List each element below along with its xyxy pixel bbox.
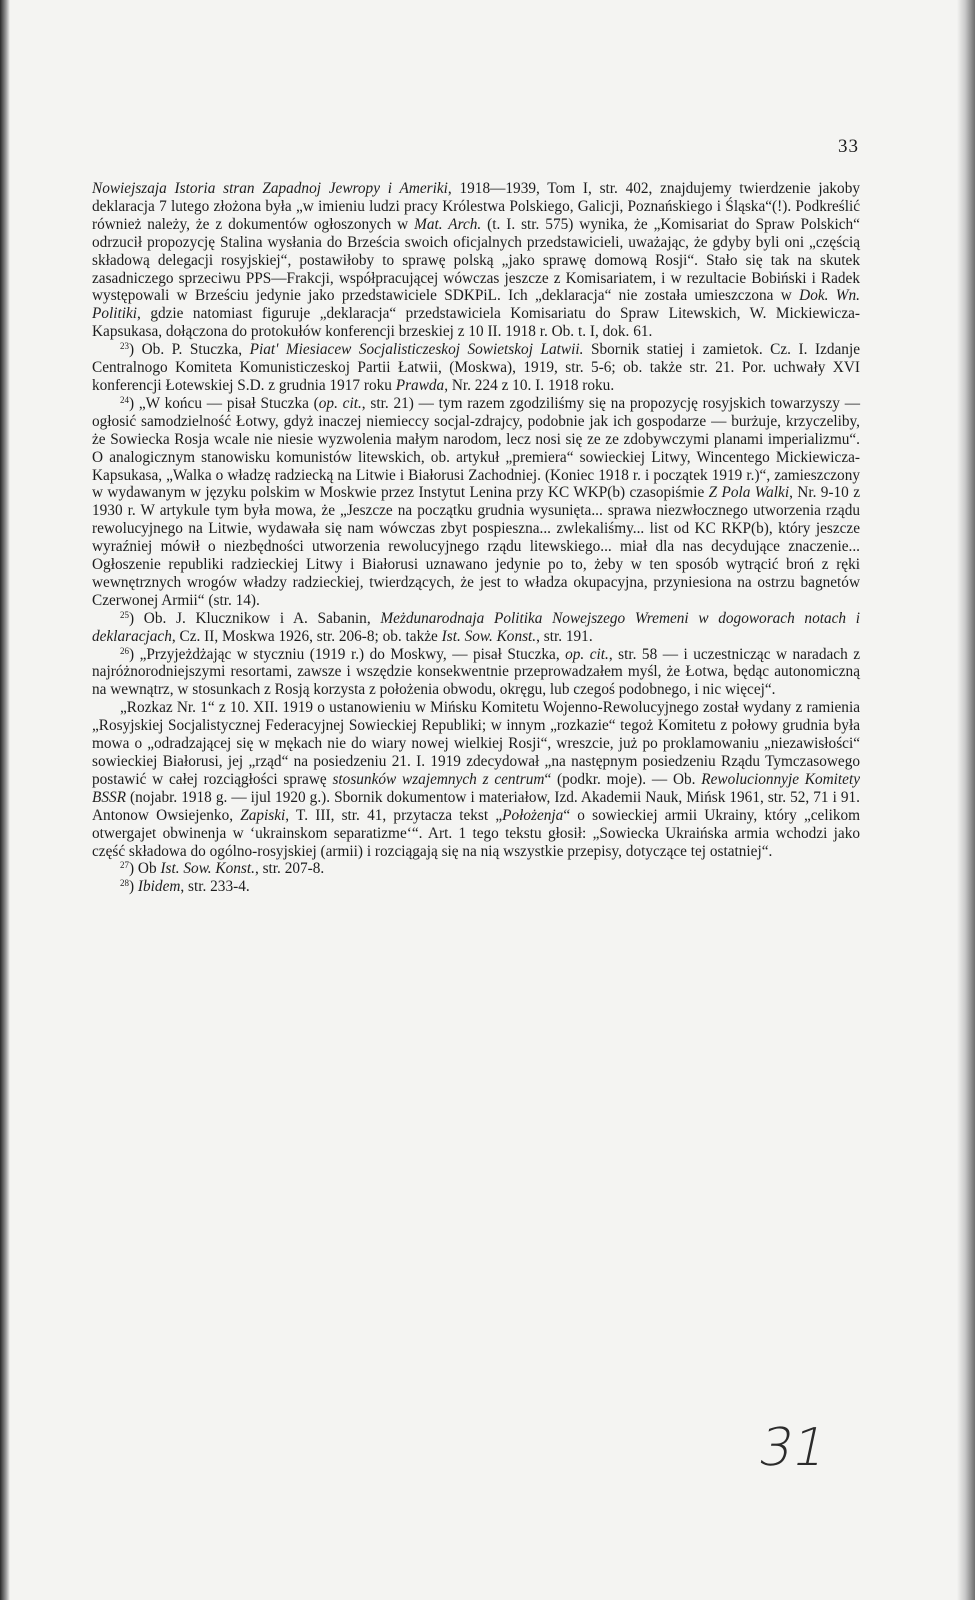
paragraph-p28: $^{28}$) Ibidem, str. 233-4.: [120, 878, 250, 896]
page-number: 33: [838, 136, 859, 157]
paragraph-p26: $^{26}$) „Przyjeżdżając w styczniu (1919 r.) do Moskwy, — pisał Stuczka, op. cit., str. 58 — i uczestnicząc w naradach z najróżnorodniejszymi resortami, zawsze i wszędzie konsekwentnie przeprowadzałem myśl, że Łotwa, będąc autonomiczną na wewnątrz, w stosunkach z Rosją korzysta z położenia obwodu, okręgu, lub czegoś podobnego, i nic więcej“.: [92, 645, 860, 699]
paragraph-p27: $^{27}$) Ob Ist. Sow. Konst., str. 207-8.: [120, 860, 325, 878]
paragraph-p26b: „Rozkaz Nr. 1“ z 10. XII. 1919 o ustanowieniu w Mińsku Komitetu Wojenno-Rewolucyjnego został wydany z ramienia „Rosyjskiej Socjalistycznej Federacyjnej Sowieckiej Republiki; w innym „rozkazie“ tegoż Komitetu z połowy grudnia była mowa o „odradzającej się w mękach nie do wiary nowej wielkiej Rosji“, wreszcie, już po proklamowaniu „niezawisłości“ sowieckiej Białorusi, jej „rząd“ na posiedzeniu 21. I. 1919 zdecydował „na następnym posiedzeniu Rządu Tymczasowego postawić w całej rozciągłości sprawę stosunków wzajemnych z centrum“ (podkr. moje). — Ob. Rewolucionnyje Komitety BSSR (nojabr. 1918 g. — ijul 1920 g.). Sbornik dokumentow i materiałow, Izd. Akademii Nauk, Mińsk 1961, str. 52, 71 i 91. Antonow Owsiejenko, Zapiski, T. III, str. 41, przytacza tekst „Położenja“ o sowieckiej armii Ukrainy, który „celikom otwergajet obwinenja w ‘ukrainskom separatizme‘“. Art. 1 tego tekstu głosił: „Sowiecka Ukraińska armia wchodzi jako część składowa do ogólno-rosyjskiej (armii) i rozciągają się na nią wszystkie przepisy, dotyczące tej ostatniej“.: [92, 699, 861, 860]
paragraph-p1: Nowiejszaja Istoria stran Zapadnoj Jewropy i Ameriki, 1918—1939, Tom I, str. 402, znajdujemy twierdzenie jakoby deklaracja 7 lutego złożona była „w imieniu ludzi pracy Królestwa Polskiego, Galicji, Poznańskiego i Śląska“(!). Podkreślić również należy, że z dokumentów ogłoszonych w Mat. Arch. (t. I. str. 575) wynika, że „Komisariat do Spraw Polskich“ odrzucił propozycję Stalina wysłania do Brześcia swoich oficjalnych przedstawicieli, uważając, że gdyby byli oni „częścią składową delegacji rosyjskiej“, postawiłoby to sprawę polską „jako sprawę domową Rosji“. Stało się tak na skutek zasadniczego sprzeciwu PPS—Frakcji, współpracującej wówczas jeszcze z Komisariatem, i w rezultacie Bobiński i Radek występowali w Brześciu jedynie jako przedstawiciele SDKPiL. Ich „deklaracja“ nie została umieszczona w Dok. Wn. Politiki, gdzie natomiast figuruje „deklaracja“ przedstawiciela Komisariatu do Spraw Litewskich, W. Mickiewicza-Kapsukasa, dołączona do protokułów konferencji brzeskiej z 10 II. 1918 r. Ob. t. I, dok. 61.: [92, 180, 860, 341]
handwritten-page-number: 31: [753, 1418, 833, 1478]
scan-right-edge: [957, 0, 975, 1600]
paragraph-p25: $^{25}$) Ob. J. Klucznikow i A. Sabanin, Meżdunarodnaja Politika Nowejszego Wremeni w dogoworach notach i deklaracjach, Cz. II, Moskwa 1926, str. 206-8; ob. także Ist. Sow. Konst., str. 191.: [92, 609, 860, 645]
paragraph-p24: $^{24}$) „W końcu — pisał Stuczka (op. cit., str. 21) — tym razem zgodziliśmy się na propozycję rosyjskich towarzyszy — ogłosić samodzielność Łotwy, gdyż inaczej niemieccy socjal-zdrajcy, podobnie jak ich gospodarze — burżuje, krzyczeliby, że Sowiecka Rosja wcale nie niesie wyzwolenia małym narodom, lecz nosi się ze ze zdobywczymi planami imperializmu“. O analogicznym stanowisku komunistów litewskich, ob. artykuł „premiera“ sowieckiej Litwy, Wincentego Mickiewicza-Kapsukasa, „Walka o władzę radziecką na Litwie i Białorusi Zachodniej. (Koniec 1918 r. i początek 1919 r.)“, zamieszczony w wydawanym w języku polskim w Moskwie przez Instytut Lenina przy KC WKP(b) czasopiśmie Z Pola Walki, Nr. 9-10 z 1930 r. W artykule tym była mowa, że „Jeszcze na początku grudnia wysunięta... sprawa niezwłocznego utworzenia rządu rewolucyjnego na Litwie, wydawała się nam wówczas zbyt pospieszna... zwlekaliśmy... list od KC RKP(b), który jeszcze wyraźniej mówił o niezbędności utworzenia rewolucyjnego rządu litewskiego... miał dla nas decydujące znaczenie... Ogłoszenie republiki radzieckiej Litwy i Białorusi uznawano jedynie po to, żeby w ten sposób wytrącić broń z ręki wewnętrznych wrogów władzy radzieckiej, twierdzących, że jest to władza okupacyjna, przyniesiona na ostrzu bagnetów Czerwonej Armii“ (str. 14).: [92, 394, 861, 609]
paragraph-p23: $^{23}$) Ob. P. Stuczka, Piat' Miesiacew Socjalisticzeskoj Sowietskoj Latwii. Sbornik statiej i zamietok. Cz. I. Izdanje Centralnogo Komiteta Komunisticzeskoj Partii Łatwii, (Moskwa), 1919, str. 5-6; ob. także str. 21. Por. uchwały XVI konferencji Łotewskiej S.D. z grudnia 1917 roku Prawda, Nr. 224 z 10. I. 1918 roku.: [92, 341, 860, 394]
text-body: [92, 180, 860, 896]
scan-left-edge: [0, 0, 10, 1600]
